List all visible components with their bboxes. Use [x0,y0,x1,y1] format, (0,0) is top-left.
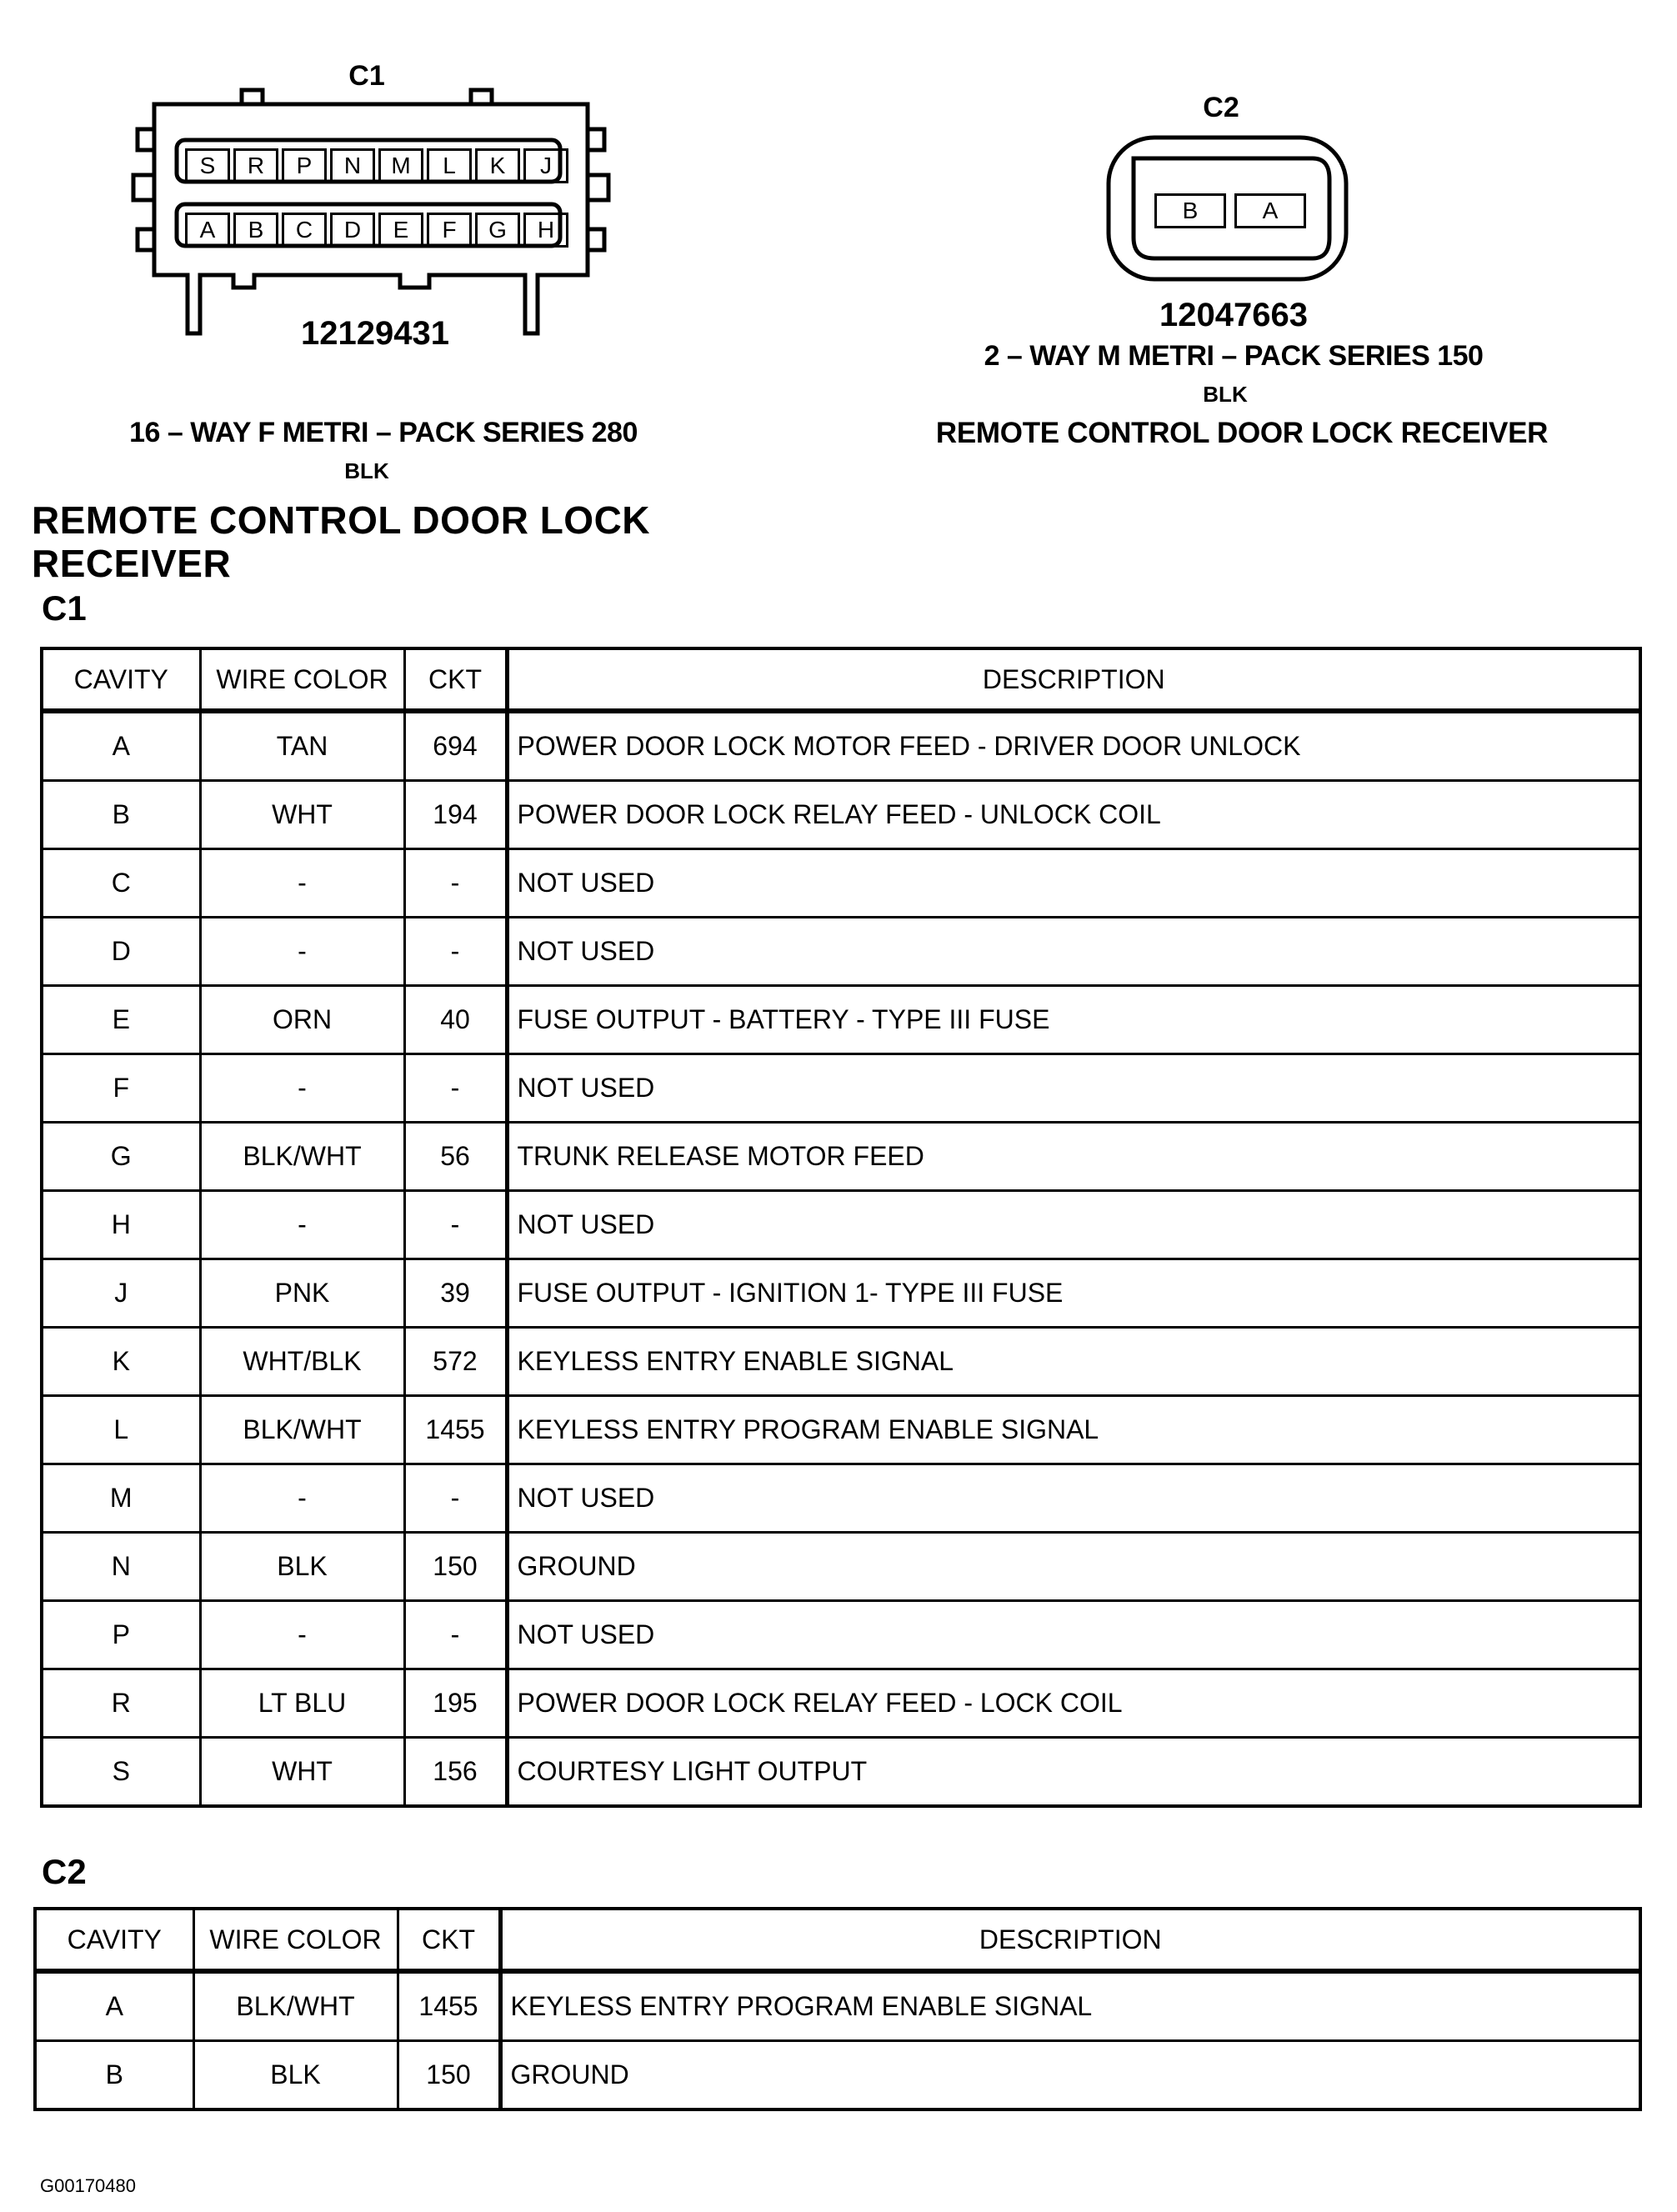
table-row [42,1396,1640,1464]
cavity-cell: B [42,781,200,849]
wire-color-cell: BLK/WHT [193,1971,398,2041]
wire-color-cell: WHT [200,1738,404,1807]
description-cell: POWER DOOR LOCK MOTOR FEED - DRIVER DOOR UNLOCK [507,711,1640,781]
table-row [42,1464,1640,1533]
ckt-cell: - [404,849,507,918]
description-cell: NOT USED [507,1054,1640,1123]
column-header: DESCRIPTION [507,648,1640,711]
c1-pin: A [185,213,230,248]
cavity-cell: K [42,1328,200,1396]
wire-color-cell: ORN [200,986,404,1054]
cavity-cell: S [42,1738,200,1807]
c1-pin: C [282,213,327,248]
table-row [42,1054,1640,1123]
wire-color-cell: BLK [193,2041,398,2110]
table-row [42,711,1640,781]
wire-color-cell: BLK/WHT [200,1123,404,1191]
table-row [42,1123,1640,1191]
column-header: WIRE COLOR [200,648,404,711]
wire-color-cell: - [200,1054,404,1123]
column-header: CAVITY [42,648,200,711]
description-cell: NOT USED [507,849,1640,918]
table-c2-heading: C2 [42,1852,87,1891]
table-row [42,1601,1640,1669]
c2-color: BLK [1203,382,1248,407]
cavity-cell: A [35,1971,193,2041]
description-cell: TRUNK RELEASE MOTOR FEED [507,1123,1640,1191]
ckt-cell: 694 [404,711,507,781]
ckt-cell: 150 [404,1533,507,1601]
ckt-cell: 572 [404,1328,507,1396]
table-row [42,1738,1640,1807]
ckt-cell: 194 [404,781,507,849]
c2-pin: B [1154,193,1226,228]
c1-connector-label: C1 [348,60,385,92]
section-title [32,498,865,585]
table-row [42,918,1640,986]
c2-series: 2 – WAY M METRI – PACK SERIES 150 [984,340,1484,372]
cavity-cell: L [42,1396,200,1464]
ckt-cell: - [404,1054,507,1123]
table-row [42,986,1640,1054]
cavity-cell: B [35,2041,193,2110]
table-c2 [33,1907,1642,2111]
ckt-cell: - [404,1601,507,1669]
table-row [42,1669,1640,1738]
description-cell: NOT USED [507,1601,1640,1669]
wire-color-cell: - [200,918,404,986]
table-header-row [42,648,1640,711]
table-row [42,1328,1640,1396]
table-c1-heading: C1 [42,588,87,628]
ckt-cell: 195 [404,1669,507,1738]
c1-pin: P [282,148,327,183]
c1-pin: G [475,213,520,248]
description-cell: FUSE OUTPUT - BATTERY - TYPE III FUSE [507,986,1640,1054]
wire-color-cell: - [200,1191,404,1259]
wire-color-cell: - [200,849,404,918]
ckt-cell: 156 [404,1738,507,1807]
ckt-cell: - [404,918,507,986]
description-cell: POWER DOOR LOCK RELAY FEED - LOCK COIL [507,1669,1640,1738]
wire-color-cell: TAN [200,711,404,781]
cavity-cell: R [42,1669,200,1738]
c1-top-pin-row [185,148,568,183]
wire-color-cell: PNK [200,1259,404,1328]
ckt-cell: 56 [404,1123,507,1191]
description-cell: KEYLESS ENTRY PROGRAM ENABLE SIGNAL [507,1396,1640,1464]
column-header: DESCRIPTION [500,1909,1640,1971]
description-cell: COURTESY LIGHT OUTPUT [507,1738,1640,1807]
c1-pin: F [427,213,472,248]
description-cell: KEYLESS ENTRY ENABLE SIGNAL [507,1328,1640,1396]
wire-color-cell: WHT [200,781,404,849]
c1-pin: D [330,213,375,248]
wire-color-cell: - [200,1601,404,1669]
description-cell: FUSE OUTPUT - IGNITION 1- TYPE III FUSE [507,1259,1640,1328]
c1-bottom-pin-row [185,213,568,248]
wire-color-cell: BLK/WHT [200,1396,404,1464]
c1-pin: S [185,148,230,183]
ckt-cell: - [404,1191,507,1259]
c1-pin: N [330,148,375,183]
cavity-cell: P [42,1601,200,1669]
c1-color: BLK [344,458,389,483]
table-header-row [35,1909,1640,1971]
table-row [42,1191,1640,1259]
c1-part-number: 12129431 [301,315,449,352]
cavity-cell: G [42,1123,200,1191]
c1-pin: B [233,213,278,248]
ckt-cell: 1455 [404,1396,507,1464]
cavity-cell: C [42,849,200,918]
description-cell: NOT USED [507,918,1640,986]
table-row [35,1971,1640,2041]
description-cell: GROUND [507,1533,1640,1601]
column-header: CKT [404,648,507,711]
cavity-cell: A [42,711,200,781]
c2-connector-label: C2 [1203,92,1239,123]
c1-pin: L [427,148,472,183]
c2-part-number: 12047663 [1159,297,1308,333]
description-cell: NOT USED [507,1464,1640,1533]
c1-pin: H [523,213,568,248]
c2-receiver-name: REMOTE CONTROL DOOR LOCK RECEIVER [935,417,1549,449]
description-cell: GROUND [500,2041,1640,2110]
cavity-cell: M [42,1464,200,1533]
c1-pin: R [233,148,278,183]
cavity-cell: D [42,918,200,986]
description-cell: KEYLESS ENTRY PROGRAM ENABLE SIGNAL [500,1971,1640,2041]
column-header: CKT [398,1909,500,1971]
table-row [42,781,1640,849]
table-row [42,1259,1640,1328]
table-row [35,2041,1640,2110]
cavity-cell: H [42,1191,200,1259]
c1-pin: K [475,148,520,183]
ckt-cell: 39 [404,1259,507,1328]
section-title-line1: REMOTE CONTROL DOOR LOCK [32,498,651,542]
wire-color-cell: WHT/BLK [200,1328,404,1396]
table-c1 [40,647,1642,1808]
ckt-cell: 150 [398,2041,500,2110]
table-row [42,1533,1640,1601]
column-header: CAVITY [35,1909,193,1971]
column-header: WIRE COLOR [193,1909,398,1971]
wire-color-cell: LT BLU [200,1669,404,1738]
c1-pin: E [378,213,423,248]
wire-color-cell: BLK [200,1533,404,1601]
description-cell: POWER DOOR LOCK RELAY FEED - UNLOCK COIL [507,781,1640,849]
c2-pin-row [1154,193,1306,228]
description-cell: NOT USED [507,1191,1640,1259]
ckt-cell: 40 [404,986,507,1054]
ckt-cell: 1455 [398,1971,500,2041]
figure-id: G00170480 [40,2175,136,2196]
cavity-cell: N [42,1533,200,1601]
ckt-cell: - [404,1464,507,1533]
c1-pin: J [523,148,568,183]
c1-pin: M [378,148,423,183]
wire-color-cell: - [200,1464,404,1533]
table-row [42,849,1640,918]
cavity-cell: E [42,986,200,1054]
cavity-cell: F [42,1054,200,1123]
c2-pin: A [1234,193,1306,228]
section-title-line2: RECEIVER [32,542,232,585]
cavity-cell: J [42,1259,200,1328]
c1-series: 16 – WAY F METRI – PACK SERIES 280 [129,417,638,448]
